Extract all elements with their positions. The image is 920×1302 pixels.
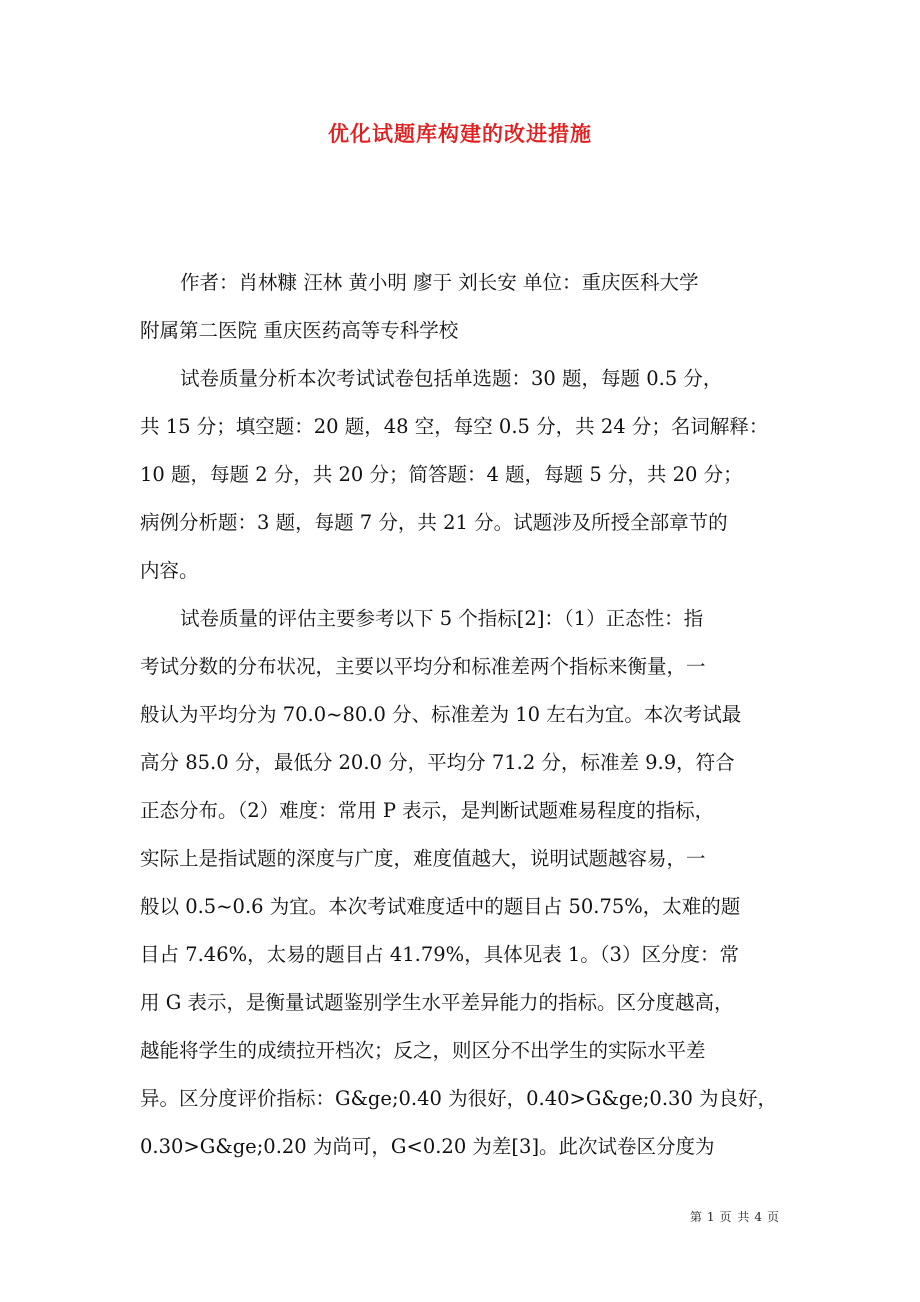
paragraph-2: [140, 595, 783, 1171]
paragraph-line: 考试分数的分布状况，主要以平均分和标准差两个指标来衡量，一: [140, 655, 706, 678]
page-label-suffix: 页: [766, 1210, 780, 1224]
paragraph-line: 正态分布。（2）难度：常用 P 表示，是判断试题难易程度的指标，: [140, 799, 715, 822]
paragraph-line: 目占 7.46%，太易的题目占 41.79%，具体见表 1。（3）区分度：常: [140, 943, 739, 966]
paragraph-line: 异。区分度评价指标：G&ge;0.40 为很好，0.40>G&ge;0.30 为良好，: [140, 1087, 778, 1110]
paragraph-1: [140, 355, 783, 595]
author-line-1: 作者：肖林糠 汪林 黄小明 廖于 刘长安 单位：重庆医科大学: [180, 271, 699, 294]
paragraph-line: 越能将学生的成绩拉开档次；反之，则区分不出学生的实际水平差: [140, 1039, 706, 1062]
paragraph-line: 病例分析题：3 题，每题 7 分，共 21 分。试题涉及所授全部章节的: [140, 511, 728, 534]
paragraph-line: 0.30>G&ge;0.20 为尚可，G<0.20 为差[3]。此次试卷区分度为: [140, 1135, 715, 1158]
page-title: 优化试题库构建的改进措施: [328, 121, 592, 146]
author-line-2: 附属第二医院 重庆医药高等专科学校: [140, 319, 459, 342]
paragraph-line: 实际上是指试题的深度与广度，难度值越大，说明试题越容易，一: [140, 847, 706, 870]
paragraph-line: 内容。: [140, 559, 199, 582]
paragraph-line: 共 15 分；填空题：20 题，48 空，每空 0.5 分，共 24 分；名词解释：: [140, 415, 769, 438]
page-label-mid: 页 共: [719, 1210, 751, 1224]
author-block: [140, 259, 783, 355]
page-label-prefix: 第: [689, 1210, 703, 1224]
paragraph-line: 般以 0.5~0.6 为宜。本次考试难度适中的题目占 50.75%，太难的题: [140, 895, 741, 918]
page-number-footer: [688, 1208, 782, 1225]
paragraph-line: 10 题，每题 2 分，共 20 分；简答题：4 题，每题 5 分，共 20 分；: [140, 463, 743, 486]
paragraph-line: 高分 85.0 分，最低分 20.0 分，平均分 71.2 分，标准差 9.9，符合: [140, 751, 735, 774]
paragraph-line: 试卷质量的评估主要参考以下 5 个指标[2]：（1）正态性：指: [180, 607, 704, 630]
paragraph-line: 用 G 表示，是衡量试题鉴别学生水平差异能力的指标。区分度越高，: [140, 991, 734, 1014]
current-page-number: 1: [706, 1210, 716, 1224]
paragraph-line: 试卷质量分析本次考试试卷包括单选题：30 题，每题 0.5 分，: [180, 367, 723, 390]
total-pages-number: 4: [754, 1210, 763, 1224]
paragraph-line: 般认为平均分为 70.0~80.0 分、标准差为 10 左右为宜。本次考试最: [140, 703, 742, 726]
